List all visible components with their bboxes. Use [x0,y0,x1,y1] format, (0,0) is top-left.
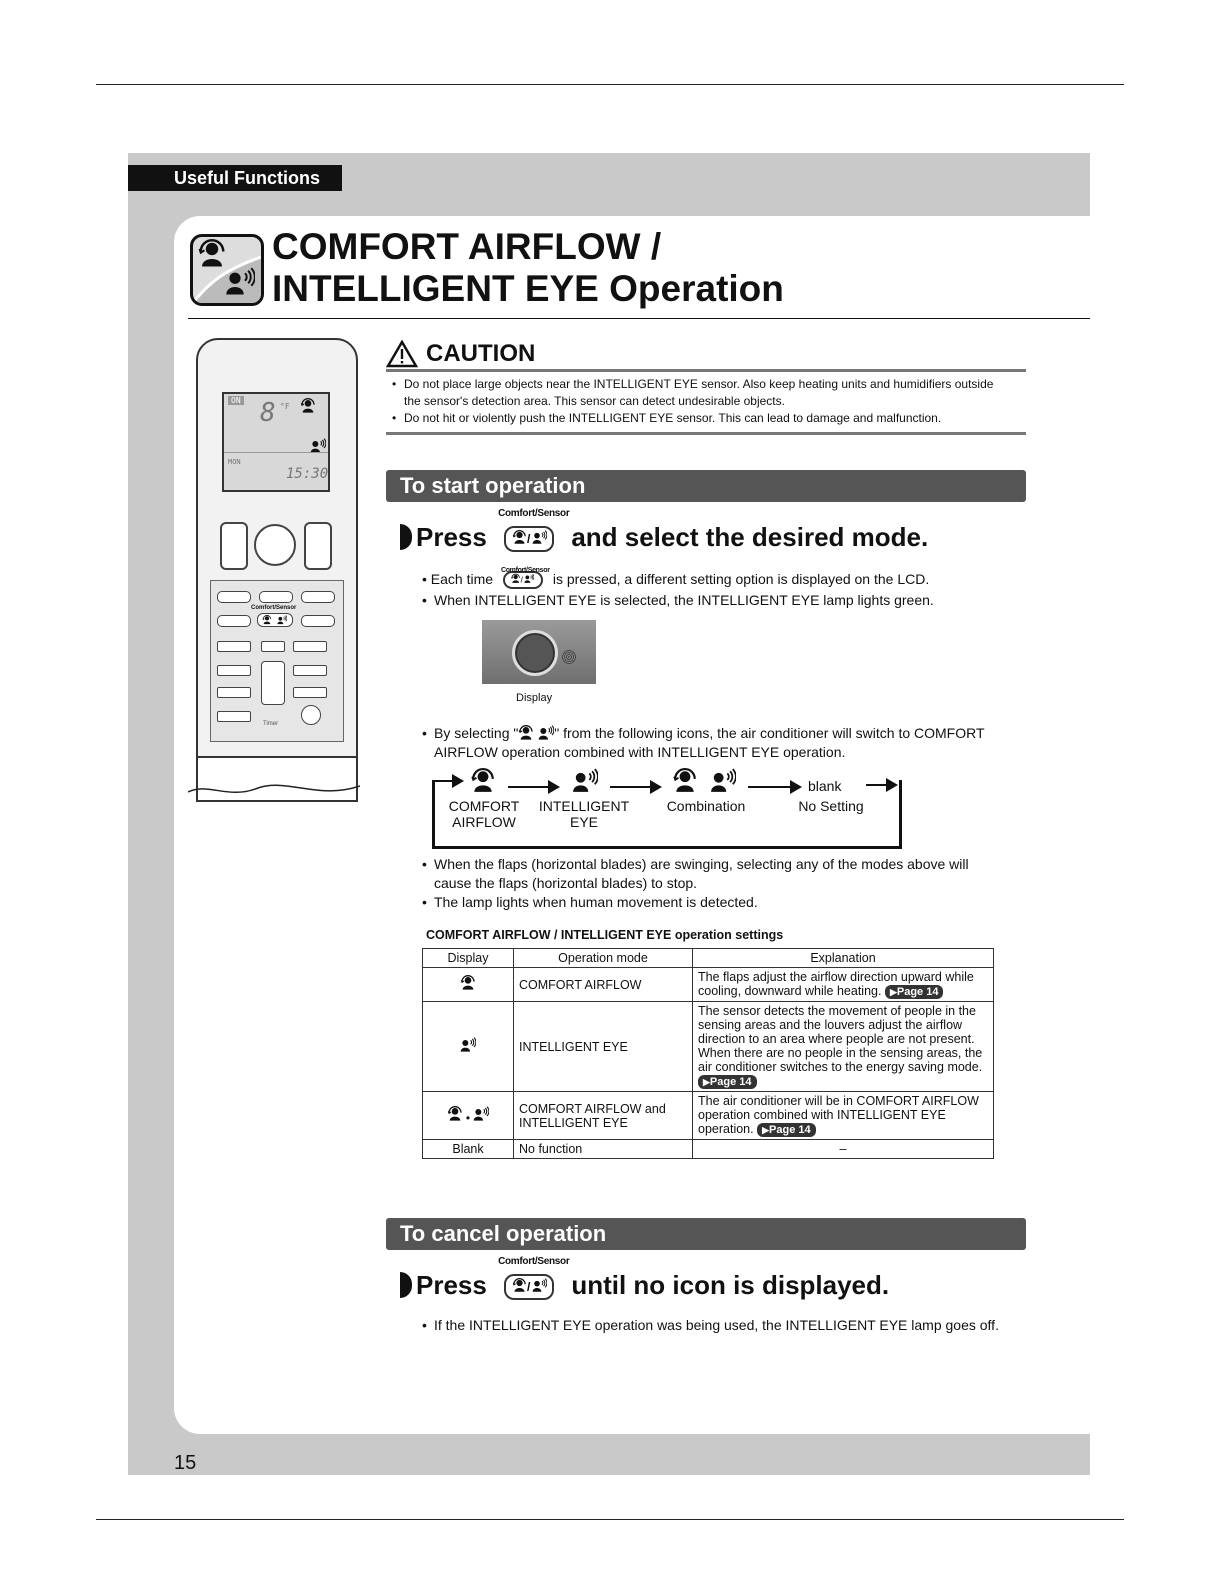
explanation-cell: The air conditioner will be in COMFORT AIRFLOW operation combined with INTELLIGENT EYE operation. ▶ Page 14 [693,1092,994,1140]
display-cell [423,968,514,1002]
mode-cell: No function [514,1140,693,1159]
list-item: • Do not hit or violently push the INTELLIGENT EYE sensor. This can lead to damage and malfunction. [392,410,1012,427]
remote-button-round [254,524,296,566]
title-line-1: COMFORT AIRFLOW / [272,226,662,267]
flow-combination: Combination [666,798,746,814]
table-header-row [423,949,994,968]
remote-button-right [304,522,332,570]
title-line-2: INTELLIGENT EYE Operation [272,268,784,309]
comfort-sensor-button[interactable] [498,508,570,552]
comfort-airflow-icon [447,1106,463,1122]
remote-lcd [222,392,330,492]
cycle-arrow-3 [748,786,800,788]
remote-lower-panel [210,580,344,742]
start-bullets-lower [422,855,1002,912]
remote-controller [196,338,358,802]
list-item: • Do not place large objects near the INTELLIGENT EYE sensor. Also keep heating units and humidifiers outside the sensor's detection area. This sensor can detect undesirable objects. [392,376,1012,410]
page-number: 15 [174,1452,197,1474]
list-item: • When the flaps (horizontal blades) are swinging, selecting any of the modes above will cause the flaps (horizontal blades) to stop. [422,855,1002,893]
cancel-bullet: • If the INTELLIGENT EYE operation was being used, the INTELLIGENT EYE lamp goes off. [422,1316,1042,1335]
start-press-line [400,508,929,553]
svg-text:/: / [520,575,523,585]
flow-no-setting: No Setting [798,798,864,814]
caution-bottom-bar [386,432,1026,435]
lcd-day: MON [228,458,241,466]
intelligent-eye-icon [473,1106,489,1122]
comfort-sensor-button[interactable] [498,1256,570,1300]
comfort-airflow-icon [300,398,316,414]
lcd-on: ON [228,396,244,405]
intelligent-eye-icon [538,725,554,741]
flow-intelligent-eye: INTELLIGENT EYE [538,798,630,830]
remote-button-caption: Comfort/Sensor [251,605,297,611]
intelligent-eye-icon [460,1037,476,1053]
display-caption: Display [516,692,553,704]
cycle-end-line [866,784,896,786]
press-instruction: and select the desired mode. [571,522,929,552]
caution-top-bar [386,369,1026,372]
display-photo [482,620,596,684]
section-tab: Useful Functions [128,165,342,191]
button-caption: Comfort/Sensor [498,1256,570,1268]
cycle-arrow-1 [508,786,558,788]
comfort-sensor-button-inline: Comfort/Sensor / [503,571,543,589]
button-caption: Comfort/Sensor [498,508,570,520]
comfort-airflow-icon [262,615,272,625]
display-cell [423,1002,514,1092]
caution-heading: CAUTION [426,340,536,367]
cycle-start-arrow [432,780,462,782]
page-title [272,226,784,310]
table-caption: COMFORT AIRFLOW / INTELLIGENT EYE operation settings [426,928,784,942]
remote-timer-label: Timer [263,721,279,727]
page-14-link[interactable]: ▶ Page 14 [757,1123,816,1137]
start-bullet-3: • By selecting " " from the following icons, the air conditioner will switch to COMFORT AIRFLOW operation combined with INTELLIGENT EYE operation. [422,725,985,760]
intelligent-eye-lamp [512,630,558,676]
explanation-cell: The flaps adjust the airflow direction upward while cooling, downward while heating. ▶ Page 14 [693,968,994,1002]
comfort-airflow-icon [672,768,698,794]
comfort-airflow-icon [460,975,476,991]
comfort-airflow-icon [470,768,496,794]
press-instruction: until no icon is displayed. [571,1270,890,1300]
warning-triangle-icon [386,340,418,368]
explanation-cell: The sensor detects the movement of people in the sensing areas and the louvers adjust the airflow direction to an area where people are not present. When there are no people in the sensing areas, the air conditioner switches to the energy saving mode. ▶ Page 14 [693,1002,994,1092]
svg-text:/: / [527,532,531,547]
column-header: Explanation [693,949,994,968]
lcd-temp-unit: °F [280,402,290,411]
table-row [423,1140,994,1159]
svg-text:/: / [527,1280,531,1295]
cycle-arrow-2 [610,786,660,788]
table-row [423,1002,994,1092]
comfort-airflow-intelligent-eye-icon [190,234,264,306]
title-rule [188,318,1090,319]
flow-comfort-airflow: COMFORT AIRFLOW [448,798,520,830]
intelligent-eye-icon [277,615,287,625]
table-row [423,1092,994,1140]
lcd-temp: 8 [260,398,276,428]
start-bullet-2: • When INTELLIGENT EYE is selected, the INTELLIGENT EYE lamp lights green. [422,591,1022,610]
explanation-cell: – [693,1140,994,1159]
mode-cell: COMFORT AIRFLOW [514,968,693,1002]
caution-list [392,376,1012,427]
mode-cell: COMFORT AIRFLOW and INTELLIGENT EYE [514,1092,693,1140]
comfort-sensor-button[interactable] [257,613,293,627]
step-marker [400,1272,412,1298]
mode-cell: INTELLIGENT EYE [514,1002,693,1092]
start-bullet-1: • Each time Comfort/Sensor / is pressed, a different setting option is displayed on the LCD. [422,570,1022,589]
intelligent-eye-icon [572,768,598,794]
lcd-divider [224,452,328,453]
press-label: Press [416,522,487,552]
bottom-rule [96,1519,1124,1520]
intelligent-eye-icon [710,768,736,794]
cancel-operation-heading: To cancel operation [386,1218,1026,1250]
lcd-time: 15:30 [286,466,329,482]
remote-cutline [188,780,360,804]
cancel-press-line [400,1256,890,1301]
top-rule [96,84,1124,85]
page-14-link[interactable]: ▶ Page 14 [885,985,944,999]
remote-button-left [220,522,248,570]
press-label: Press [416,1270,487,1300]
step-marker [400,524,412,550]
comfort-airflow-icon [518,725,534,741]
table-row [423,968,994,1002]
start-operation-heading: To start operation [386,470,1026,502]
sensor-grille [562,650,576,664]
settings-table [422,948,994,1159]
flow-blank: blank [808,778,842,794]
page-14-link[interactable]: ▶ Page 14 [698,1075,757,1089]
column-header: Operation mode [514,949,693,968]
display-cell: • [423,1092,514,1140]
column-header: Display [423,949,514,968]
list-item: • The lamp lights when human movement is detected. [422,893,1002,912]
display-cell: Blank [423,1140,514,1159]
